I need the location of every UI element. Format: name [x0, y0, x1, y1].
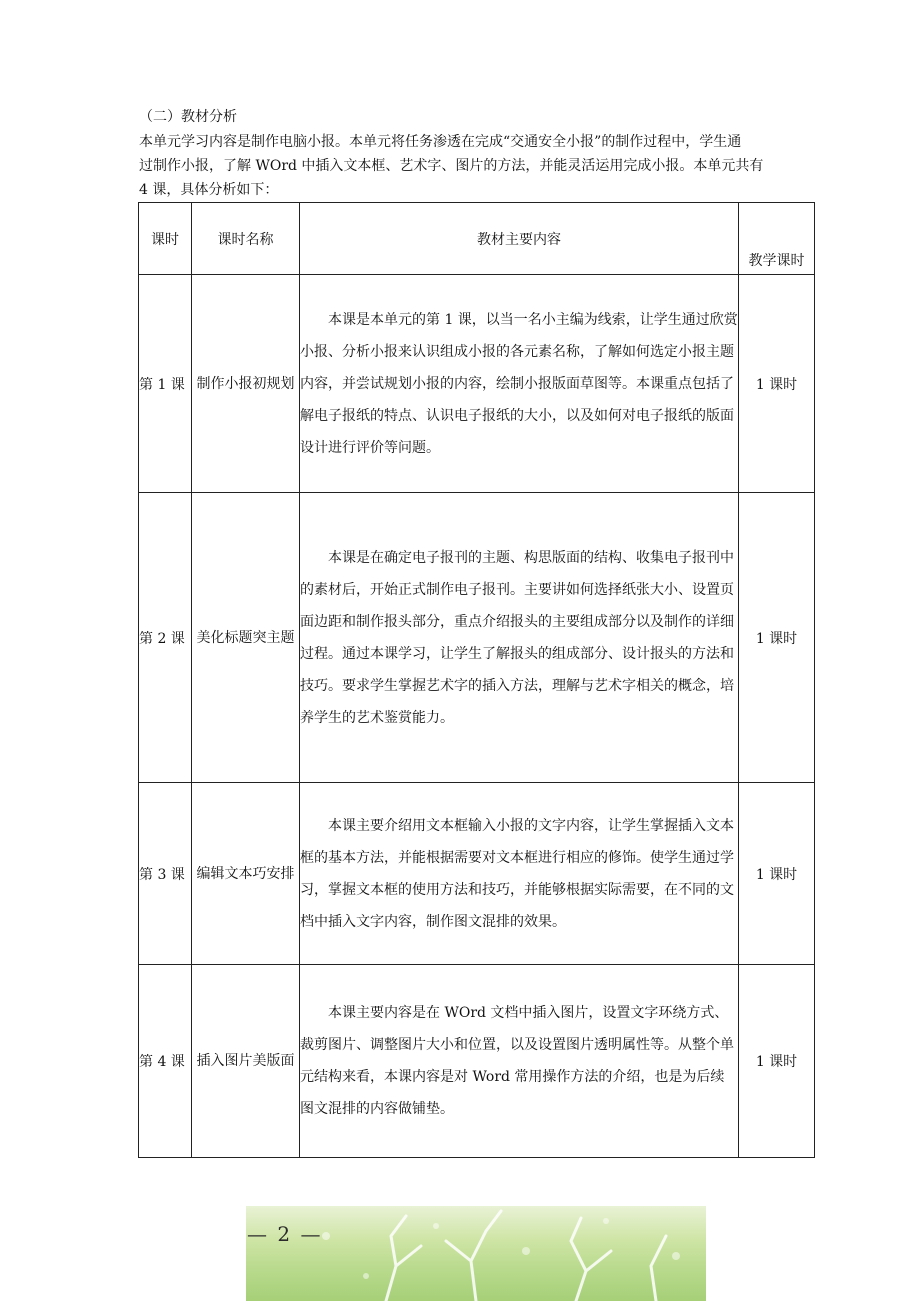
- table-row: [139, 965, 815, 1158]
- cell-content-text: 本课主要内容是在 WOrd 文档中插入图片，设置文字环绕方式、裁剪图片、调整图片大小和位置，以及设置图片透明属性等。从整个单元结构来看，本课内容是对 Word 常用操作方法的介绍，也是为后续图文混排的内容做铺垫。: [300, 1005, 734, 1117]
- header-name: 课时名称: [192, 203, 300, 275]
- page-number: — 2 —: [247, 1222, 323, 1246]
- cell-content: [300, 275, 739, 493]
- cell-hours: 1 课时: [739, 275, 815, 493]
- cell-content-text: 本课是在确定电子报刊的主题、构思版面的结构、收集电子报刊中的素材后，开始正式制作电子报刊。主要讲如何选择纸张大小、设置页面边距和制作报头部分，重点介绍报头的主要组成部分以及制作的详细过程。通过本课学习，让学生了解报头的组成部分、设计报头的方法和技巧。要求学生掌握艺术字的插入方法，理解与艺术字相关的概念，培养学生的艺术鉴赏能力。: [300, 549, 734, 726]
- cell-lesson: 第 2 课: [139, 493, 192, 783]
- intro-paragraph: [139, 130, 815, 202]
- cell-lesson: 第 4 课: [139, 965, 192, 1158]
- cell-content: [300, 965, 739, 1158]
- section-heading: （二）教材分析: [139, 109, 237, 125]
- header-hours: 教学课时: [739, 203, 815, 275]
- cell-content: [300, 783, 739, 965]
- cell-name: 插入图片美版面: [192, 965, 300, 1158]
- intro-line-1: 本单元学习内容是制作电脑小报。本单元将任务渗透在完成“交通安全小报”的制作过程中，学生通: [139, 134, 742, 150]
- header-lesson: 课时: [139, 203, 192, 275]
- table-row: [139, 783, 815, 965]
- cell-hours: 1 课时: [739, 493, 815, 783]
- cell-name: 美化标题突主题: [192, 493, 300, 783]
- table-row: [139, 275, 815, 493]
- cell-content: [300, 493, 739, 783]
- cell-content-text: 本课是本单元的第 1 课，以当一名小主编为线索，让学生通过欣赏小报、分析小报来认识组成小报的各元素名称，了解如何选定小报主题内容，并尝试规划小报的内容，绘制小报版面草图等。本课重点包括了解电子报纸的特点、认识电子报纸的大小，以及如何对电子报纸的版面设计进行评价等问题。: [300, 311, 738, 456]
- cell-content-text: 本课主要介绍用文本框输入小报的文字内容，让学生掌握插入文本框的基本方法，并能根据需要对文本框进行相应的修饰。使学生通过学习，掌握文本框的使用方法和技巧，并能够根据实际需要，在不同的文档中插入文字内容，制作图文混排的效果。: [300, 817, 734, 930]
- header-content: 教材主要内容: [300, 203, 739, 275]
- intro-line-3: 4 课，具体分析如下：: [139, 182, 279, 198]
- table-row: [139, 493, 815, 783]
- cell-lesson: 第 3 课: [139, 783, 192, 965]
- cell-hours: 1 课时: [739, 783, 815, 965]
- lesson-analysis-table: [138, 202, 815, 1158]
- intro-line-2: 过制作小报，了解 WOrd 中插入文本框、艺术字、图片的方法，并能灵活运用完成小报。本单元共有: [139, 158, 764, 174]
- cell-name: 编辑文本巧安排: [192, 783, 300, 965]
- cell-name: 制作小报初规划: [192, 275, 300, 493]
- table-header-row: [139, 203, 815, 275]
- cell-hours: 1 课时: [739, 965, 815, 1158]
- footer-decoration: [246, 1206, 706, 1301]
- cell-lesson: 第 1 课: [139, 275, 192, 493]
- tree-branches-illustration: [246, 1206, 706, 1301]
